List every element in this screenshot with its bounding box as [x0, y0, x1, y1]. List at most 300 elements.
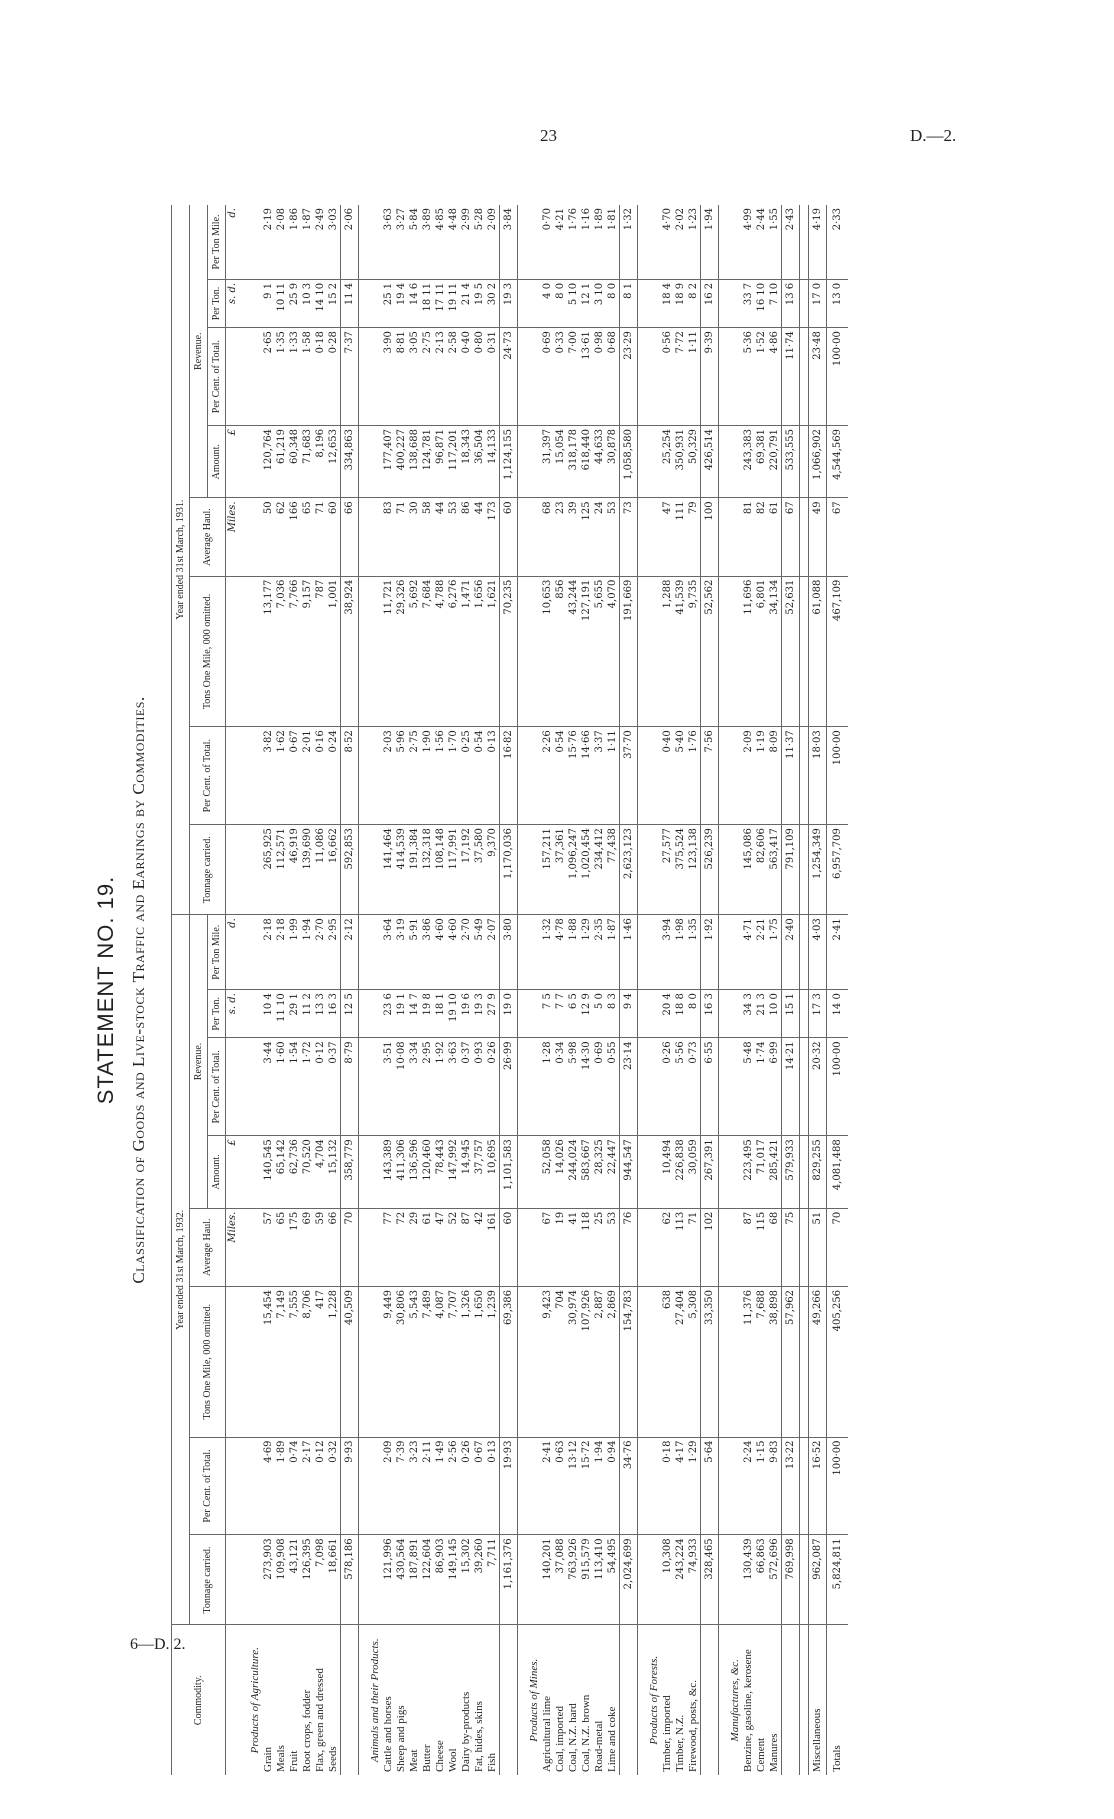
value-cell: 8 1	[620, 279, 638, 327]
value-cell: 4,081,488	[827, 1136, 849, 1208]
value-cell: 19 6	[460, 990, 473, 1038]
value-cell: 12 9	[580, 990, 593, 1038]
value-cell: 2·24	[742, 1437, 755, 1535]
value-cell: 579,933	[782, 1136, 800, 1208]
value-cell: 10,695	[486, 1136, 500, 1208]
unit-label: Miles.	[226, 498, 240, 576]
commodity-name: Coal, N.Z. hard	[567, 1703, 579, 1772]
blank-cell	[359, 990, 383, 1038]
blank-cell	[800, 279, 809, 327]
header-per-ton: Per Ton.	[208, 279, 226, 327]
value-cell: 704	[554, 1286, 567, 1437]
value-cell: 0·69	[593, 1038, 606, 1136]
value-cell: 51	[809, 1208, 827, 1286]
value-cell: 13·12	[567, 1437, 580, 1535]
blank-cell	[638, 1535, 662, 1625]
value-cell: 22,447	[606, 1136, 620, 1208]
value-cell: 0·40	[460, 328, 473, 426]
header-tons-mile: Tons One Mile, 000 omitted.	[190, 576, 226, 727]
value-cell: 58	[421, 498, 434, 576]
value-cell: 11,696	[742, 576, 755, 727]
value-cell: 31,397	[541, 426, 554, 498]
value-cell: 27 9	[486, 990, 500, 1038]
value-cell: 14·21	[782, 1038, 800, 1136]
value-cell: 1,650	[473, 1286, 486, 1437]
value-cell: 14,945	[460, 1136, 473, 1208]
blank-cell	[638, 1208, 662, 1286]
value-cell: 2·09	[486, 205, 500, 279]
value-cell: 2·44	[755, 205, 768, 279]
table-row	[742, 205, 755, 1775]
blank-cell	[638, 1038, 662, 1136]
value-cell: 1·92	[434, 1038, 447, 1136]
commodity-name: Benzine, gasoline, kerosene	[742, 1649, 754, 1772]
value-cell: 0·55	[606, 1038, 620, 1136]
value-cell: 5,543	[408, 1286, 421, 1437]
value-cell: 11 10	[275, 990, 288, 1038]
group-heading-row	[638, 205, 662, 1775]
unit-label: £	[226, 426, 240, 498]
value-cell: 118	[580, 1208, 593, 1286]
value-cell: 5·56	[674, 1038, 687, 1136]
value-cell: 100·00	[827, 1038, 849, 1136]
value-cell: 2·95	[327, 915, 341, 990]
unit-label: s. d.	[226, 279, 240, 327]
value-cell: 117,201	[447, 426, 460, 498]
value-cell: 3·84	[500, 205, 518, 279]
value-cell: 1·32	[541, 915, 554, 990]
value-cell: 5 10	[567, 279, 580, 327]
value-cell: 7 5	[541, 990, 554, 1038]
value-cell: 2·56	[447, 1437, 460, 1535]
value-cell: 0·33	[554, 328, 567, 426]
value-cell: 915,579	[580, 1535, 593, 1625]
commodity-name	[620, 1625, 638, 1775]
value-cell: 4·21	[554, 205, 567, 279]
value-cell: 0·67	[288, 727, 301, 825]
table-row	[395, 205, 408, 1775]
value-cell: 4·85	[434, 205, 447, 279]
value-cell: 533,555	[782, 426, 800, 498]
value-cell: 2·21	[755, 915, 768, 990]
value-cell: 962,087	[809, 1535, 827, 1625]
value-cell: 0·73	[687, 1038, 701, 1136]
value-cell: 30,974	[567, 1286, 580, 1437]
value-cell: 358,779	[341, 1136, 359, 1208]
value-cell: 37,757	[473, 1136, 486, 1208]
value-cell: 1·94	[301, 915, 314, 990]
value-cell: 1,239	[486, 1286, 500, 1437]
blank-cell	[719, 727, 743, 825]
value-cell: 3·82	[262, 727, 275, 825]
blank-cell	[638, 1136, 662, 1208]
blank-cell	[518, 1535, 542, 1625]
value-cell: 4·86	[768, 328, 782, 426]
blank-cell	[359, 1038, 383, 1136]
value-cell: 3·90	[382, 328, 395, 426]
value-cell: 52,631	[782, 576, 800, 727]
header-year-1932: Year ended 31st March, 1932.	[172, 915, 190, 1625]
value-cell: 1·81	[606, 205, 620, 279]
value-cell: 29,326	[395, 576, 408, 727]
header-revenue: Revenue.	[190, 205, 208, 498]
blank-cell	[638, 1286, 662, 1437]
value-cell: 8·79	[341, 1038, 359, 1136]
value-cell: 34·76	[620, 1437, 638, 1535]
value-cell: 2·17	[301, 1437, 314, 1535]
value-cell: 1·89	[275, 1437, 288, 1535]
value-cell: 60	[500, 498, 518, 576]
spacer-row	[800, 205, 809, 1775]
value-cell: 0·13	[486, 1437, 500, 1535]
value-cell: 12 1	[580, 279, 593, 327]
value-cell: 3·37	[593, 727, 606, 825]
value-cell: 47	[661, 498, 674, 576]
blank-cell	[359, 915, 383, 990]
blank-cell	[518, 1208, 542, 1286]
value-cell: 18 9	[674, 279, 687, 327]
blank-cell	[239, 279, 262, 327]
value-cell: 37·70	[620, 727, 638, 825]
value-cell: 53	[606, 1208, 620, 1286]
page-number: 23	[540, 126, 557, 145]
header-tons-mile: Tons One Mile, 000 omitted.	[190, 1286, 226, 1437]
value-cell: 5·96	[395, 727, 408, 825]
blank-cell	[239, 1208, 262, 1286]
value-cell: 7,149	[275, 1286, 288, 1437]
value-cell: 70,520	[301, 1136, 314, 1208]
value-cell: 944,547	[620, 1136, 638, 1208]
blank-cell	[239, 205, 262, 279]
value-cell: 25 9	[288, 279, 301, 327]
value-cell: 157,211	[541, 825, 554, 915]
blank-cell	[719, 205, 743, 279]
value-cell: 3·86	[421, 915, 434, 990]
blank-cell	[239, 1286, 262, 1437]
statement-subtitle: Classification of Goods and Live-stock Traffic and Earnings by Commodities.	[129, 696, 148, 1284]
unit-label: d.	[226, 915, 240, 990]
value-cell: 11,721	[382, 576, 395, 727]
value-cell: 140,201	[541, 1535, 554, 1625]
value-cell: 2·58	[447, 328, 460, 426]
table-row	[606, 205, 620, 1775]
value-cell: 173	[486, 498, 500, 576]
blank-cell	[719, 1136, 743, 1208]
value-cell: 14 10	[314, 279, 327, 327]
value-cell: 2·08	[275, 205, 288, 279]
value-cell: 0·37	[460, 1038, 473, 1136]
value-cell: 9,370	[486, 825, 500, 915]
value-cell: 1·60	[275, 1038, 288, 1136]
value-cell: 4·78	[554, 915, 567, 990]
value-cell: 66	[327, 1208, 341, 1286]
blank-cell	[359, 1286, 383, 1437]
value-cell: 1·28	[541, 1038, 554, 1136]
value-cell: 71,017	[755, 1136, 768, 1208]
value-cell: 1·76	[687, 727, 701, 825]
value-cell: 5 0	[593, 990, 606, 1038]
commodity-name	[500, 1625, 518, 1775]
commodity-table	[171, 205, 848, 1775]
statement-title: STATEMENT NO. 19.	[93, 875, 118, 1105]
value-cell: 149,145	[447, 1535, 460, 1625]
value-cell: 66,863	[755, 1535, 768, 1625]
unit-label: s. d.	[226, 990, 240, 1038]
value-cell: 52	[447, 1208, 460, 1286]
value-cell: 11 4	[341, 279, 359, 327]
value-cell: 243,224	[674, 1535, 687, 1625]
value-cell: 15,054	[554, 426, 567, 498]
value-cell: 43,121	[288, 1535, 301, 1625]
value-cell: 49,266	[809, 1286, 827, 1437]
blank-cell	[638, 426, 662, 498]
value-cell: 4,087	[434, 1286, 447, 1437]
blank-cell	[719, 990, 743, 1038]
value-cell: 1,621	[486, 576, 500, 727]
value-cell: 28,325	[593, 1136, 606, 1208]
blank-cell	[359, 426, 383, 498]
value-cell: 87	[742, 1208, 755, 1286]
value-cell: 25,254	[661, 426, 674, 498]
value-cell: 0·13	[486, 727, 500, 825]
value-cell: 2·19	[262, 205, 275, 279]
value-cell: 62	[275, 498, 288, 576]
value-cell: 1·33	[288, 328, 301, 426]
value-cell: 29	[408, 1208, 421, 1286]
commodity-name	[782, 1625, 800, 1775]
value-cell: 7,489	[421, 1286, 434, 1437]
value-cell: 1·72	[301, 1038, 314, 1136]
value-cell: 5·36	[742, 328, 755, 426]
value-cell: 3·05	[408, 328, 421, 426]
value-cell: 9·39	[701, 328, 719, 426]
value-cell: 40,509	[341, 1286, 359, 1437]
value-cell: 111	[674, 498, 687, 576]
header-haul: Average Haul.	[190, 498, 226, 576]
value-cell: 9·83	[768, 1437, 782, 1535]
value-cell: 18 11	[421, 279, 434, 327]
value-cell: 2·18	[262, 915, 275, 990]
value-cell: 66	[341, 498, 359, 576]
value-cell: 3·63	[447, 1038, 460, 1136]
commodity-name: Seeds	[327, 1746, 339, 1772]
blank-cell	[719, 279, 743, 327]
value-cell: 1·98	[674, 915, 687, 990]
value-cell: 18 8	[674, 990, 687, 1038]
blank-cell	[239, 426, 262, 498]
blank-cell	[518, 825, 542, 915]
value-cell: 115	[755, 1208, 768, 1286]
value-cell: 1·49	[434, 1437, 447, 1535]
table-row	[755, 205, 768, 1775]
blank-cell	[518, 727, 542, 825]
unit-label: £	[226, 1136, 240, 1208]
value-cell: 1,020,454	[580, 825, 593, 915]
value-cell: 1·94	[593, 1437, 606, 1535]
blank-cell	[359, 1136, 383, 1208]
value-cell: 4,704	[314, 1136, 327, 1208]
group-heading: Animals and their Products.	[369, 1638, 381, 1763]
blank-cell	[638, 825, 662, 915]
blank-cell	[800, 1136, 809, 1208]
value-cell: 27,577	[661, 825, 674, 915]
value-cell: 20 4	[661, 990, 674, 1038]
value-cell: 141,464	[382, 825, 395, 915]
value-cell: 14 0	[827, 990, 849, 1038]
header-tonnage: Tonnage carried.	[190, 1535, 226, 1625]
value-cell: 0·32	[327, 1437, 341, 1535]
value-cell: 223,495	[742, 1136, 755, 1208]
value-cell: 2·70	[314, 915, 327, 990]
value-cell: 328,465	[701, 1535, 719, 1625]
value-cell: 8,706	[301, 1286, 314, 1437]
value-cell: 81	[742, 498, 755, 576]
blank-cell	[638, 915, 662, 990]
value-cell: 18 1	[434, 990, 447, 1038]
value-cell: 1·29	[687, 1437, 701, 1535]
header-per-ton-mile: Per Ton Mile.	[208, 205, 226, 279]
blank-cell	[359, 1437, 383, 1535]
value-cell: 6,276	[447, 576, 460, 727]
value-cell: 34 3	[742, 990, 755, 1038]
commodity-name: Miscellaneous	[809, 1625, 827, 1775]
header-rev-pct: Per Cent. of Total.	[208, 1038, 226, 1136]
value-cell: 143,389	[382, 1136, 395, 1208]
value-cell: 140,545	[262, 1136, 275, 1208]
value-cell: 65,142	[275, 1136, 288, 1208]
subtotal-row	[782, 205, 800, 1775]
value-cell: 65	[275, 1208, 288, 1286]
value-cell: 69,386	[500, 1286, 518, 1437]
header-pct: Per Cent. of Total.	[190, 727, 226, 825]
blank-cell	[719, 1437, 743, 1535]
subtotal-row	[500, 205, 518, 1775]
value-cell: 787	[314, 576, 327, 727]
blank-cell	[800, 1437, 809, 1535]
value-cell: 25	[593, 1208, 606, 1286]
blank-cell	[800, 576, 809, 727]
value-cell: 132,318	[421, 825, 434, 915]
blank-cell	[719, 576, 743, 727]
value-cell: 0·69	[541, 328, 554, 426]
totals-row	[827, 205, 849, 1775]
value-cell: 1·52	[755, 328, 768, 426]
value-cell: 3·51	[382, 1038, 395, 1136]
value-cell: 37,361	[554, 825, 567, 915]
subtotal-row	[620, 205, 638, 1775]
value-cell: 4·70	[661, 205, 674, 279]
value-cell: 30	[408, 498, 421, 576]
value-cell: 243,383	[742, 426, 755, 498]
value-cell: 16 2	[701, 279, 719, 327]
value-cell: 100·00	[827, 328, 849, 426]
value-cell: 77,438	[606, 825, 620, 915]
blank-cell	[638, 279, 662, 327]
value-cell: 5·98	[567, 1038, 580, 1136]
value-cell: 61,219	[275, 426, 288, 498]
value-cell: 9,735	[687, 576, 701, 727]
value-cell: 120,764	[262, 426, 275, 498]
table-row	[473, 205, 486, 1775]
value-cell: 27,404	[674, 1286, 687, 1437]
value-cell: 7,555	[288, 1286, 301, 1437]
value-cell: 14·66	[580, 727, 593, 825]
blank-cell	[518, 426, 542, 498]
value-cell: 15·72	[580, 1437, 593, 1535]
value-cell: 17 11	[434, 279, 447, 327]
value-cell: 44	[434, 498, 447, 576]
value-cell: 265,925	[262, 825, 275, 915]
value-cell: 10 11	[275, 279, 288, 327]
value-cell: 38,924	[341, 576, 359, 727]
value-cell: 124,781	[421, 426, 434, 498]
value-cell: 7,766	[288, 576, 301, 727]
value-cell: 3·03	[327, 205, 341, 279]
value-cell: 23·48	[809, 328, 827, 426]
blank-cell	[800, 498, 809, 576]
value-cell: 75	[782, 1208, 800, 1286]
value-cell: 1,228	[327, 1286, 341, 1437]
value-cell: 10,494	[661, 1136, 674, 1208]
value-cell: 96,871	[434, 426, 447, 498]
value-cell: 1·29	[580, 915, 593, 990]
value-cell: 145,086	[742, 825, 755, 915]
value-cell: 15,454	[262, 1286, 275, 1437]
value-cell: 78,443	[434, 1136, 447, 1208]
units-blank	[226, 1625, 240, 1775]
value-cell: 1·35	[275, 328, 288, 426]
blank-cell	[719, 1208, 743, 1286]
blank-cell	[518, 1286, 542, 1437]
value-cell: 70	[827, 1208, 849, 1286]
value-cell: 52,562	[701, 576, 719, 727]
value-cell: 2·12	[341, 915, 359, 990]
value-cell: 120,460	[421, 1136, 434, 1208]
value-cell: 69,381	[755, 426, 768, 498]
blank-cell	[359, 279, 383, 327]
table-row	[382, 205, 395, 1775]
value-cell: 3·64	[382, 915, 395, 990]
commodity-name: Butter	[421, 1744, 433, 1772]
blank-cell	[239, 727, 262, 825]
value-cell: 1·87	[606, 915, 620, 990]
value-cell: 2·35	[593, 915, 606, 990]
value-cell: 0·98	[593, 328, 606, 426]
blank-cell	[719, 498, 743, 576]
value-cell: 3·23	[408, 1437, 421, 1535]
value-cell: 15,132	[327, 1136, 341, 1208]
value-cell: 411,306	[395, 1136, 408, 1208]
value-cell: 11·74	[782, 328, 800, 426]
value-cell: 1,471	[460, 576, 473, 727]
table-row	[262, 205, 275, 1775]
value-cell: 19 8	[421, 990, 434, 1038]
value-cell: 21 4	[460, 279, 473, 327]
units-row	[226, 205, 240, 1775]
value-cell: 1,254,349	[809, 825, 827, 915]
value-cell: 61,088	[809, 576, 827, 727]
value-cell: 70,235	[500, 576, 518, 727]
table-row	[421, 205, 434, 1775]
value-cell: 1·58	[301, 328, 314, 426]
rotated-statement	[93, 205, 1013, 1775]
blank-cell	[800, 915, 809, 990]
value-cell: 7,711	[486, 1535, 500, 1625]
blank-cell	[638, 328, 662, 426]
group-heading-row	[239, 205, 262, 1775]
value-cell: 109,908	[275, 1535, 288, 1625]
table-row	[275, 205, 288, 1775]
